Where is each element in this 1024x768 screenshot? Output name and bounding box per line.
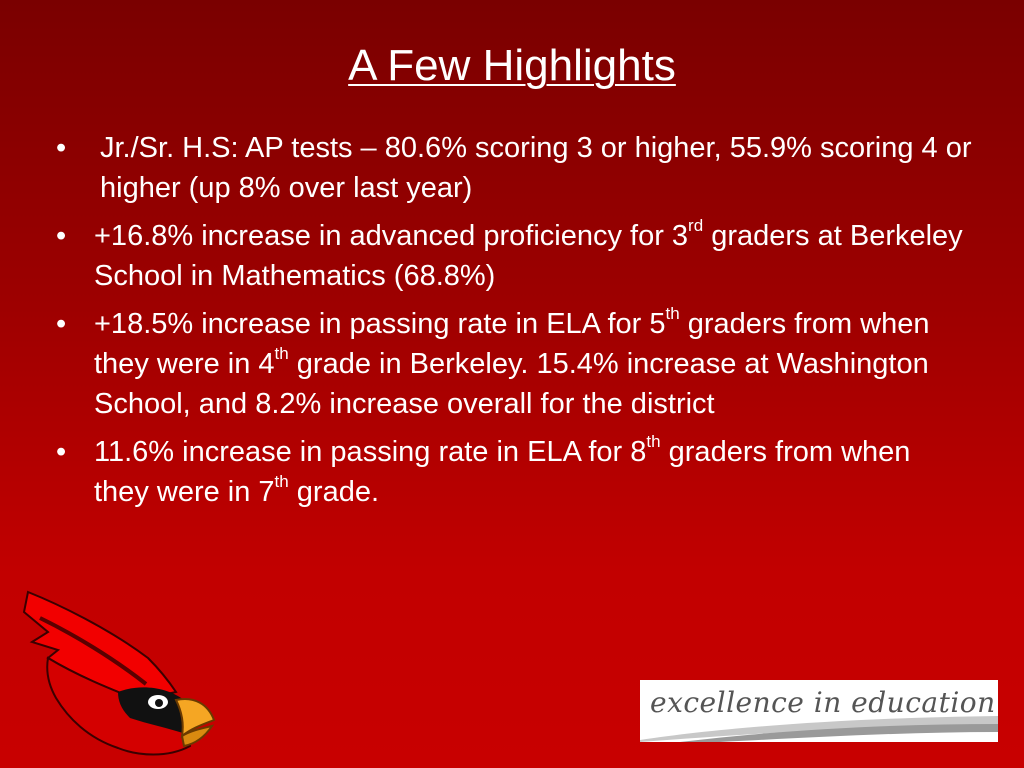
logo-text: excellence in education — [650, 686, 996, 719]
excellence-logo — [640, 680, 998, 742]
slide-title-text: A Few Highlights — [348, 41, 676, 90]
ordinal-suffix: rd — [688, 216, 704, 236]
bullet-text: +18.5% increase in passing rate in ELA for 5 — [94, 308, 666, 340]
bullet-dot: • — [56, 132, 67, 164]
bullet-item — [52, 304, 972, 424]
bullet-dot: • — [56, 308, 67, 340]
bullet-dot: • — [56, 220, 67, 252]
cardinal-mascot-icon — [18, 588, 218, 758]
bullet-list — [52, 128, 972, 520]
ordinal-suffix: th — [646, 432, 661, 452]
bullet-text: graders from when they were in 4 — [94, 308, 930, 380]
bullet-item — [52, 216, 972, 296]
bullet-text: +16.8% increase in advanced proficiency for 3 — [94, 220, 689, 252]
bullet-text: graders at Berkeley School in Mathematics (68.8%) — [94, 220, 963, 292]
bullet-text: graders from when they were in 7 — [94, 436, 911, 508]
bullet-text: grade in Berkeley. 15.4% increase at Washington School, and 8.2% increase overall for the district — [94, 348, 929, 420]
bullet-text: Jr./Sr. H.S: AP tests – 80.6% scoring 3 or higher, 55.9% scoring 4 or higher (up 8% over last year) — [100, 132, 972, 204]
bullet-item — [52, 432, 972, 512]
slide-title — [0, 38, 1024, 94]
ordinal-suffix: th — [274, 472, 289, 492]
ordinal-suffix: th — [274, 344, 289, 364]
bullet-dot: • — [56, 436, 67, 468]
bullet-text: grade. — [288, 476, 380, 508]
ordinal-suffix: th — [665, 304, 680, 324]
bullet-item — [52, 128, 972, 208]
bullet-text: 11.6% increase in passing rate in ELA for 8 — [94, 436, 647, 468]
